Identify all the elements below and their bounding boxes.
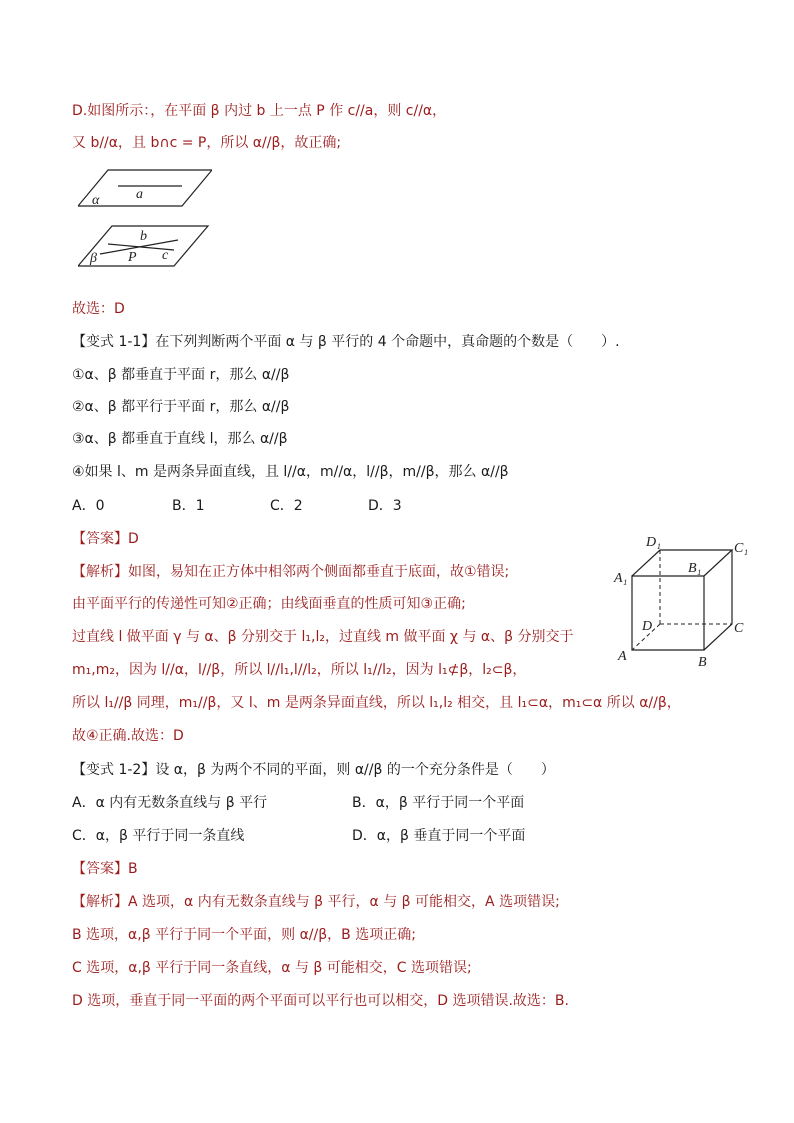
label-b: B — [698, 655, 707, 670]
text-line: 故④正确.故选：D — [72, 728, 184, 744]
cube-top-face — [632, 550, 732, 576]
option-d: D．α，β 垂直于同一个平面 — [352, 828, 526, 844]
label-b: b — [140, 229, 147, 244]
label-a: A — [618, 649, 627, 664]
q2-options-row1 — [72, 793, 524, 813]
text-line: 所以 l₁//β 同理，m₁//β，又 l、m 是两条异面直线，所以 l₁,l₂ 相交，且 l₁⊂α，m₁⊂α 所以 α//β， — [72, 695, 681, 711]
cube-figure — [612, 532, 762, 672]
label-d: D — [642, 619, 653, 634]
text-line: 又 b//α，且 b∩c = P，所以 α//β，故正确; — [72, 135, 342, 151]
text-line: m₁,m₂，因为 l//α，l//β，所以 l//l₁,l//l₂，所以 l₁//l₂，因为 l₁⊄β，l₂⊂β， — [72, 662, 527, 678]
option-b: B．α，β 平行于同一个平面 — [352, 795, 525, 811]
label-a1: A₁ — [614, 571, 628, 586]
label-alpha: α — [92, 193, 100, 208]
answer-line: 【答案】D — [72, 531, 139, 547]
label-b1: B₁ — [688, 561, 702, 576]
question-header: 【变式 1-2】设 α，β 为两个不同的平面，则 α//β 的一个充分条件是（ ） — [72, 762, 555, 778]
text-line: 过直线 l 做平面 γ 与 α、β 分别交于 l₁,l₂，过直线 m 做平面 χ 与 α、β 分别交于 — [72, 629, 574, 645]
option-a: A．α 内有无数条直线与 β 平行 — [72, 795, 268, 811]
label-c: c — [162, 248, 169, 263]
q2-options-row2 — [72, 826, 525, 846]
q1-options — [72, 496, 402, 516]
label-p: P — [128, 250, 137, 265]
parallel-planes-figure — [78, 168, 212, 272]
label-a: a — [136, 187, 143, 202]
text-line: 【解析】A 选项，α 内有无数条直线与 β 平行，α 与 β 可能相交，A 选项错误; — [72, 894, 560, 910]
text-line: D.如图所示：，在平面 β 内过 b 上一点 P 作 c//a，则 c//α， — [72, 103, 447, 119]
label-c1: C₁ — [734, 541, 749, 556]
option-c: C．α，β 平行于同一条直线 — [72, 828, 245, 844]
text-line: 由平面平行的传递性可知②正确；由线面垂直的性质可知③正确; — [72, 596, 466, 612]
label-beta: β — [90, 251, 97, 266]
text-line: B 选项，α,β 平行于同一个平面，则 α//β，B 选项正确; — [72, 927, 416, 943]
text-line: 故选：D — [72, 301, 125, 317]
text-line: 【解析】如图，易知在正方体中相邻两个侧面都垂直于底面，故①错误; — [72, 564, 510, 580]
answer-line: 【答案】B — [72, 861, 138, 877]
text-line: ②α、β 都平行于平面 r，那么 α//β — [72, 399, 290, 415]
text-line: ①α、β 都垂直于平面 r，那么 α//β — [72, 367, 290, 383]
cube-front-face — [632, 576, 704, 650]
option-d: D．3 — [368, 498, 402, 514]
option-c: C．2 — [270, 498, 303, 514]
option-b: B．1 — [172, 498, 205, 514]
label-c: C — [734, 621, 744, 636]
text-line: ③α、β 都垂直于直线 l，那么 α//β — [72, 431, 288, 447]
option-a: A．0 — [72, 498, 105, 514]
text-line: D 选项，垂直于同一平面的两个平面可以平行也可以相交，D 选项错误.故选：B. — [72, 993, 569, 1009]
text-line: ④如果 l、m 是两条异面直线，且 l//α，m//α，l//β，m//β，那么 α//β — [72, 464, 509, 480]
cube-right-face — [704, 550, 732, 650]
question-header: 【变式 1-1】在下列判断两个平面 α 与 β 平行的 4 个命题中，真命题的个数是（ ）. — [72, 334, 620, 350]
label-d1: D₁ — [646, 535, 661, 550]
text-line: C 选项，α,β 平行于同一条直线，α 与 β 可能相交，C 选项错误; — [72, 960, 472, 976]
